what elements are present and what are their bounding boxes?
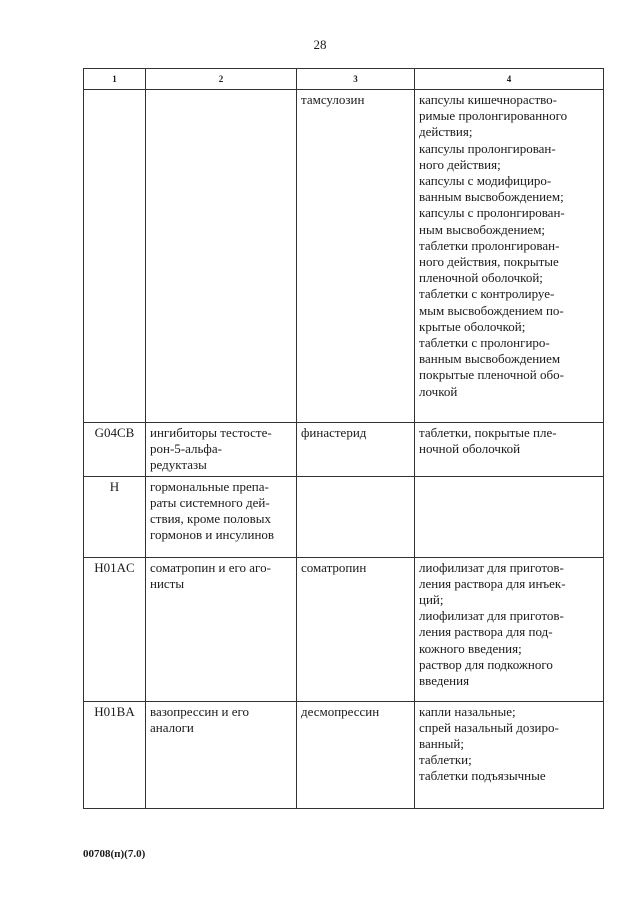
form-line: пленочной оболочкой; <box>419 270 543 286</box>
forms-cell <box>415 557 604 701</box>
form-line: ного действия, покрытые <box>419 254 559 270</box>
group-line: нисты <box>150 575 185 591</box>
forms-cell <box>415 476 604 557</box>
table-row <box>84 557 604 701</box>
form-line: ванным высвобождением <box>419 351 561 367</box>
group-line: вазопрессин и его <box>150 703 250 719</box>
form-line: таблетки с пролонгиро- <box>419 335 550 351</box>
table-header-row <box>84 69 604 90</box>
group-cell <box>146 476 297 557</box>
form-line: ным высвобождением; <box>419 221 546 237</box>
drug-table <box>83 68 604 809</box>
forms-cell <box>415 701 604 808</box>
form-line: лиофилизат для приготов- <box>419 608 564 624</box>
form-line: мым высвобождением по- <box>419 302 564 318</box>
drug-cell <box>297 476 415 557</box>
group-cell <box>146 557 297 701</box>
document-footer-code: 00708(п)(7.0) <box>83 848 146 860</box>
group-line: аналоги <box>150 719 194 735</box>
form-line: действия; <box>419 124 473 140</box>
form-line: спрей назальный дозиро- <box>419 719 559 735</box>
form-line: лочкой <box>419 383 458 399</box>
form-line: ления раствора для инъек- <box>419 575 566 591</box>
form-line: ночной оболочкой <box>419 441 521 457</box>
form-line: таблетки пролонгирован- <box>419 237 560 253</box>
form-line: таблетки, покрытые пле- <box>419 425 557 440</box>
form-line: ного действия; <box>419 156 501 172</box>
form-line: таблетки подъязычные <box>419 768 546 784</box>
group-line: раты системного дей- <box>150 494 270 510</box>
group-cell <box>146 423 297 477</box>
form-line: капли назальные; <box>419 703 516 719</box>
group-line: редуктазы <box>150 457 207 473</box>
atc-code-cell: H01AC <box>84 557 146 701</box>
form-line: капсулы с пролонгирован- <box>419 205 565 221</box>
column-header: 1 <box>84 69 146 90</box>
group-cell <box>146 90 297 423</box>
atc-code-cell: G04CB <box>84 423 146 477</box>
form-line: раствор для подкожного <box>419 656 553 672</box>
form-line: ванным высвобождением; <box>419 189 564 205</box>
form-line: таблетки; <box>419 752 472 768</box>
column-header: 2 <box>146 69 297 90</box>
group-line: ингибиторы тестосте- <box>150 425 272 440</box>
form-line: капсулы кишечнораство- <box>419 92 557 107</box>
table-row <box>84 423 604 477</box>
group-cell <box>146 701 297 808</box>
group-line: гормонов и инсулинов <box>150 527 275 543</box>
form-line: покрытые пленочной обо- <box>419 367 564 383</box>
forms-cell <box>415 90 604 423</box>
form-line: кожного введения; <box>419 640 522 656</box>
form-line: капсулы пролонгирован- <box>419 140 556 156</box>
drug-cell: соматропин <box>297 557 415 701</box>
atc-code-cell: H01BA <box>84 701 146 808</box>
table-row <box>84 90 604 423</box>
form-line: римые пролонгированного <box>419 108 568 124</box>
form-line: ления раствора для под- <box>419 624 553 640</box>
drug-cell: финастерид <box>297 423 415 477</box>
group-line: ствия, кроме половых <box>150 511 271 527</box>
group-line: соматропин и его аго- <box>150 559 271 575</box>
table-row <box>84 476 604 557</box>
page-number: 28 <box>313 37 327 52</box>
column-header: 4 <box>415 69 604 90</box>
form-line: ций; <box>419 592 444 608</box>
atc-code-cell: H <box>84 476 146 557</box>
form-line: ванный; <box>419 736 464 752</box>
form-line: лиофилизат для приготов- <box>419 559 564 575</box>
atc-code-cell <box>84 90 146 423</box>
form-line: крытые оболочкой; <box>419 318 526 334</box>
form-line: капсулы с модифициро- <box>419 173 552 189</box>
table-row <box>84 701 604 808</box>
form-line: таблетки с контролируе- <box>419 286 555 302</box>
group-line: гормональные препа- <box>150 478 269 494</box>
forms-cell <box>415 423 604 477</box>
drug-cell: десмопрессин <box>297 701 415 808</box>
group-line: рон-5-альфа- <box>150 441 222 457</box>
form-line: введения <box>419 673 470 689</box>
column-header: 3 <box>297 69 415 90</box>
drug-cell: тамсулозин <box>297 90 415 423</box>
